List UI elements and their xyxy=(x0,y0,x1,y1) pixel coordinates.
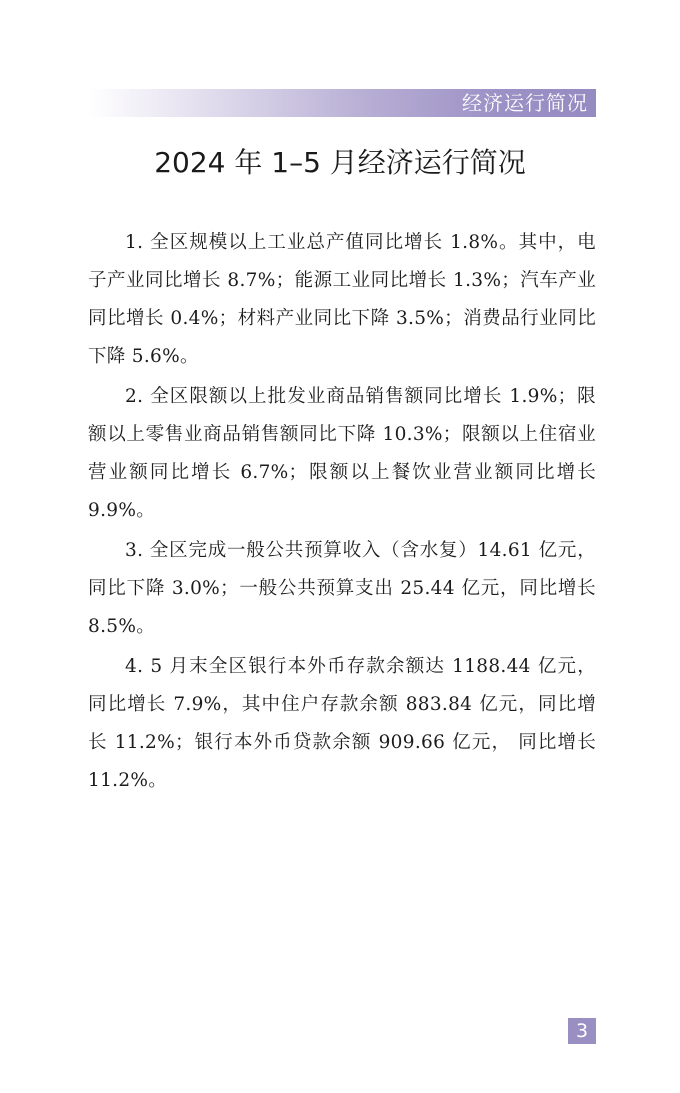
paragraph-retail: 2. 全区限额以上批发业商品销售额同比增长 1.9%；限额以上零售业商品销售额同比下降 10.3%；限额以上住宿业营业额同比增长 6.7%；限额以上餐饮业营业额同比增长 9.9%。 xyxy=(88,386,596,521)
section-header-band xyxy=(88,89,596,117)
page-title: 2024 年 1–5 月经济运行简况 xyxy=(154,146,526,179)
paragraph-budget: 3. 全区完成一般公共预算收入（含水复）14.61 亿元，同比下降 3.0%；一般公共预算支出 25.44 亿元，同比增长 8.5%。 xyxy=(88,540,596,637)
section-header-title: 经济运行简况 xyxy=(462,91,588,115)
article-body xyxy=(88,224,596,802)
page-number-badge: 3 xyxy=(568,1018,596,1044)
paragraph-industry: 1. 全区规模以上工业总产值同比增长 1.8%。其中，电子产业同比增长 8.7%；能源工业同比增长 1.3%；汽车产业同比增长 0.4%；材料产业同比下降 3.5%；消费品行业同比下降 5.6%。 xyxy=(88,232,596,367)
paragraph-banking: 4. 5 月末全区银行本外币存款余额达 1188.44 亿元，同比增长 7.9%，其中住户存款余额 883.84 亿元，同比增长 11.2%；银行本外币贷款余额 909.66 亿元， 同比增长 11.2%。 xyxy=(88,656,596,791)
